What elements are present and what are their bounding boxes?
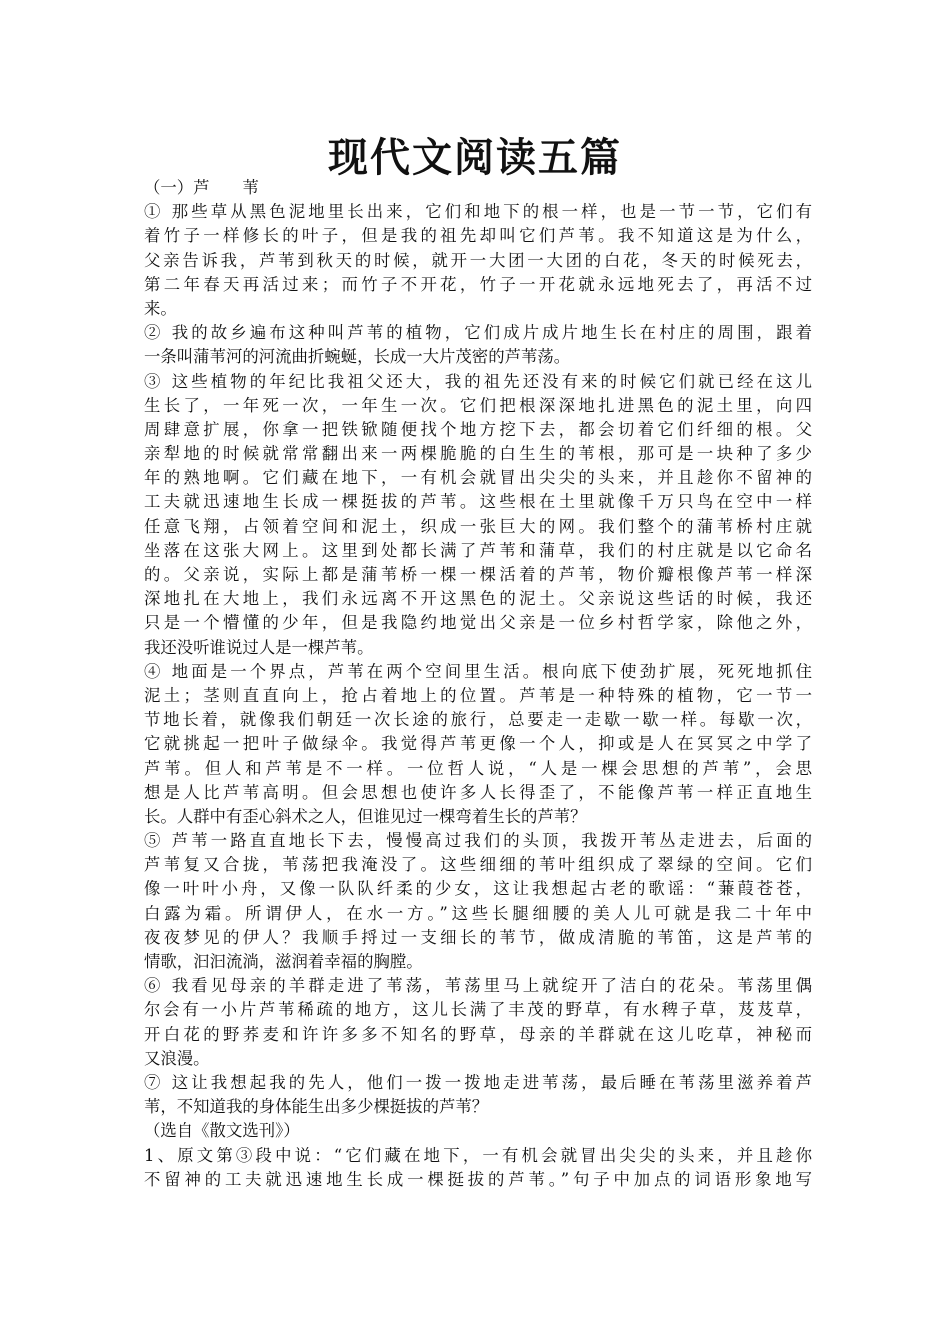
text-line: ⑥ 我看见母亲的羊群走进了苇荡，苇荡里马上就绽开了洁白的花朵。苇荡里偶 [144, 976, 812, 996]
text-line: （选自《散文选刊》） [144, 1121, 300, 1141]
text-line: 像一叶叶小舟，又像一队队纤柔的少女，这让我想起古老的歌谣：“蒹葭苍苍， [144, 879, 812, 899]
text-line: 周肆意扩展，你拿一把铁锨随便找个地方挖下去，都会切着它们纤细的根。父 [144, 419, 812, 439]
text-line: 它就挑起一把叶子做绿伞。我觉得芦苇更像一个人，抑或是人在冥冥之中学了 [144, 734, 812, 754]
text-line: 任意飞翔，占领着空间和泥土，织成一张巨大的网。我们整个的蒲苇桥村庄就 [144, 516, 812, 536]
text-line: 不留神的工夫就迅速地生长成一棵挺拔的芦苇。”句子中加点的词语形象地写 [144, 1169, 812, 1189]
text-line: 着竹子一样修长的叶子，但是我的祖先却叫它们芦苇。我不知道这是为什么， [144, 226, 812, 246]
text-line: 只是一个懵懂的少年，但是我隐约地觉出父亲是一位乡村哲学家，除他之外， [144, 613, 812, 633]
text-line: 芦苇复又合拢，苇荡把我淹没了。这些细细的苇叶组织成了翠绿的空间。它们 [144, 855, 812, 875]
text-line: 第二年春天再活过来；而竹子不开花，竹子一开花就永远地死去了，再活不过 [144, 274, 812, 294]
text-line: ② 我的故乡遍布这种叫芦苇的植物，它们成片成片地生长在村庄的周围，跟着 [144, 323, 812, 343]
text-line: 的。父亲说，实际上都是蒲苇桥一棵一棵活着的芦苇，物价瓣根像芦苇一样深 [144, 565, 812, 584]
text-line: ① 那些草从黑色泥地里长出来，它们和地下的根一样，也是一节一节，它们有 [144, 202, 812, 222]
text-line: 开白花的野荞麦和许许多多不知名的野草，母亲的羊群就在这儿吃草，神秘而 [144, 1024, 812, 1044]
text-line: 生长了，一年死一次，一年生一次。它们把根深深地扎进黑色的泥土里，向四 [144, 395, 812, 415]
text-line: ③ 这些植物的年纪比我祖父还大，我的祖先还没有来的时候它们就已经在这儿 [144, 371, 812, 391]
text-line: 坐落在这张大网上。这里到处都长满了芦苇和蒲草，我们的村庄就是以它命名 [144, 540, 812, 560]
text-line: ④ 地面是一个界点，芦苇在两个空间里生活。根向底下使劲扩展，死死地抓住 [144, 661, 812, 681]
text-line: 芦苇。但人和芦苇是不一样。一位哲人说，“人是一棵会思想的芦苇”，会思 [144, 758, 812, 778]
text-line: 一条叫蒲苇河的河流曲折蜿蜒，长成一大片茂密的芦苇荡。 [144, 347, 571, 367]
text-line: 1、原文第③段中说：“它们藏在地下，一有机会就冒出尖尖的头来，并且趁你 [144, 1145, 812, 1165]
text-line: 父亲告诉我，芦苇到秋天的时候，就开一大团一大团的白花，冬天的时候死去， [144, 250, 812, 270]
text-line: 情歌，汩汩流淌，滋润着幸福的胸膛。 [144, 952, 423, 971]
text-line: ⑤ 芦苇一路直直地长下去，慢慢高过我们的头顶，我拨开苇丛走进去，后面的 [144, 831, 812, 851]
text-line: 年的熟地啊。它们藏在地下，一有机会就冒出尖尖的头来，并且趁你不留神的 [144, 468, 812, 488]
text-line: 来。 [144, 298, 177, 318]
text-line: 深地扎在大地上，我们永远离不开这黑色的泥土。父亲说这些话的时候，我还 [144, 589, 812, 609]
page-title: 现代文阅读五篇 [328, 135, 622, 181]
text-line: 节地长着，就像我们朝廷一次长途的旅行，总要走一走歇一歇一样。每歇一次， [144, 710, 812, 730]
text-line: 白露为霜。所谓伊人，在水一方。”这些长腿细腰的美人儿可就是我二十年中 [144, 903, 812, 923]
text-line: 夜夜梦见的伊人？我顺手捋过一支细长的苇节，做成清脆的苇笛，这是芦苇的 [144, 927, 812, 947]
text-line: 泥土；茎则直直向上，抢占着地上的位置。芦苇是一种特殊的植物，它一节一 [144, 685, 812, 705]
text-line: 长。人群中有歪心斜术之人，但谁见过一棵弯着生长的芦苇？ [144, 806, 587, 826]
text-line: 亲犁地的时候就常常翻出来一两棵脆脆的白生生的苇根，那可是一块种了多少 [144, 444, 812, 464]
text-line: 尔会有一小片芦苇稀疏的地方，这儿长满了丰茂的野草，有水稗子草，芨芨草， [144, 1000, 812, 1020]
text-line: ⑦ 这让我想起我的先人，他们一拨一拨地走进苇荡，最后睡在苇荡里滋养着芦 [144, 1072, 812, 1092]
text-line: 苇，不知道我的身体能生出多少棵挺拔的芦苇？ [144, 1097, 489, 1117]
text-line: （一）芦 苇 [144, 178, 259, 197]
text-line: 我还没听谁说过人是一棵芦苇。 [144, 637, 374, 657]
text-line: 工夫就迅速地生长成一棵挺拔的芦苇。这些根在土里就像千万只鸟在空中一样 [144, 492, 812, 512]
text-line: 又浪漫。 [144, 1048, 210, 1068]
text-line: 想是人比芦苇高明。但会思想也使许多人长得歪了，不能像芦苇一样正直地生 [144, 782, 812, 802]
document-body [144, 176, 812, 1192]
